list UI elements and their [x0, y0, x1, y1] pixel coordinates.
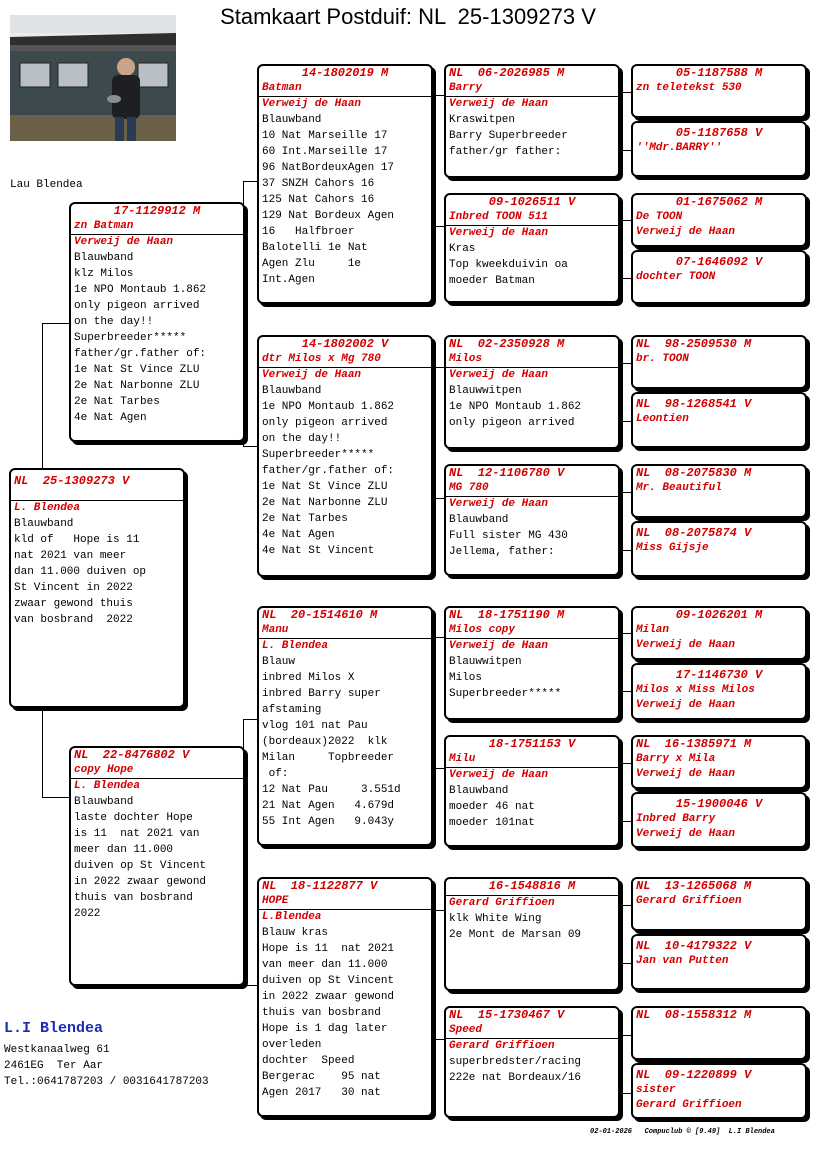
- pigeon-name: Inbred TOON 511: [449, 211, 549, 223]
- ring-number: NL 22-8476802 V: [74, 748, 190, 762]
- info-line: Superbreeder*****: [262, 449, 375, 461]
- info-line: 125 Nat Cahors 16: [262, 194, 375, 206]
- ring-number: 05-1187658 V: [675, 126, 763, 140]
- info-line: dochter TOON: [636, 271, 716, 283]
- info-line: Blauw: [262, 656, 296, 668]
- info-line: sister: [636, 1084, 676, 1096]
- info-line: 12 Nat Pau 3.551d: [262, 784, 401, 796]
- info-line: 16 Halfbroer: [262, 226, 355, 238]
- info-line: Hope is 1 dag later: [262, 1023, 388, 1035]
- pigeon-card-g9: [631, 606, 807, 660]
- ring-number: 09-1026201 M: [675, 608, 763, 622]
- ring-number: 18-1751153 V: [488, 737, 576, 751]
- pigeon-name: Milos copy: [449, 624, 516, 636]
- info-line: 37 SNZH Cahors 16: [262, 178, 375, 190]
- info-line: overleden: [262, 1039, 322, 1051]
- info-line: moeder Batman: [449, 275, 535, 287]
- info-line: Mr. Beautiful: [636, 482, 722, 494]
- info-line: Top kweekduivin oa: [449, 259, 568, 271]
- breeder: Verweij de Haan: [74, 236, 174, 248]
- info-line: thuis van bosbrand: [262, 1007, 381, 1019]
- ring-number: NL 08-2075874 V: [636, 526, 752, 540]
- connector: [243, 719, 258, 986]
- footer-credit: 02-01-2026 Compuclub © [9.49] L.I Blendea: [590, 1128, 775, 1136]
- pigeon-card-g10: [631, 663, 807, 720]
- pigeon-card-ddd: [444, 1006, 620, 1118]
- pigeon-card-g5: [631, 335, 807, 389]
- pigeon-name: Manu: [262, 624, 289, 636]
- info-line: Balotelli 1e Nat: [262, 242, 368, 254]
- info-line: kld of Hope is 11: [14, 534, 140, 546]
- pigeon-card-g11: [631, 735, 807, 789]
- info-line: thuis van bosbrand: [74, 892, 193, 904]
- breeder: Verweij de Haan: [449, 369, 549, 381]
- pigeon-card-sss: [444, 64, 620, 178]
- info-line: Blauwwitpen: [449, 385, 522, 397]
- pigeon-card-dam-sire: [257, 606, 433, 846]
- pigeon-card-dsd: [444, 735, 620, 847]
- ring-number: NL 10-4179322 V: [636, 939, 752, 953]
- pigeon-name: Barry: [449, 82, 483, 94]
- ring-number: NL 98-1268541 V: [636, 397, 752, 411]
- info-line: on the day!!: [74, 316, 154, 328]
- info-line: superbredster/racing: [449, 1056, 582, 1068]
- info-line: Verweij de Haan: [636, 226, 736, 238]
- info-line: vlog 101 nat Pau: [262, 720, 368, 732]
- info-line: Blauwband: [449, 785, 509, 797]
- pigeon-card-g3: [631, 193, 807, 247]
- info-line: father/gr father:: [449, 146, 562, 158]
- info-line: dan 11.000 duiven op: [14, 566, 147, 578]
- info-line: Miss Gijsje: [636, 542, 709, 554]
- ring-number: NL 18-1751190 M: [449, 608, 565, 622]
- info-line: 2022: [74, 908, 101, 920]
- pigeon-card-sire: [69, 202, 245, 442]
- pigeon-card-g6: [631, 392, 807, 448]
- breeder: L.Blendea: [262, 911, 322, 923]
- info-line: 1e Nat St Vince ZLU: [74, 364, 200, 376]
- info-line: Milan: [636, 624, 670, 636]
- pigeon-card-g15: [631, 1006, 807, 1060]
- info-line: Verweij de Haan: [636, 828, 736, 840]
- info-line: Hope is 11 nat 2021: [262, 943, 395, 955]
- pigeon-name: Milos: [449, 353, 483, 365]
- breeder: L. Blendea: [14, 502, 81, 514]
- info-line: moeder 46 nat: [449, 801, 535, 813]
- ring-number: 05-1187588 M: [675, 66, 763, 80]
- pigeon-card-g16: [631, 1063, 807, 1119]
- info-line: Verweij de Haan: [636, 639, 736, 651]
- pigeon-card-self: [9, 468, 185, 708]
- info-line: laste dochter Hope: [74, 812, 193, 824]
- info-line: is 11 nat 2021 van: [74, 828, 200, 840]
- pigeon-name: Speed: [449, 1024, 483, 1036]
- info-line: father/gr.father of:: [74, 348, 207, 360]
- info-line: on the day!!: [262, 433, 342, 445]
- ring-number: 15-1900046 V: [675, 797, 763, 811]
- connector: [42, 323, 71, 469]
- info-line: van bosbrand 2022: [14, 614, 133, 626]
- info-line: 222e nat Bordeaux/16: [449, 1072, 582, 1084]
- info-line: 4e Nat St Vincent: [262, 545, 375, 557]
- pigeon-card-g4: [631, 250, 807, 304]
- pigeon-card-sdd: [444, 464, 620, 576]
- page-title: Stamkaart Postduif: NL 25-1309273 V: [220, 4, 596, 29]
- info-line: Jan van Putten: [636, 955, 729, 967]
- info-line: Kras: [449, 243, 476, 255]
- pigeon-card-sds: [444, 335, 620, 449]
- pigeon-name: HOPE: [262, 895, 289, 907]
- info-line: nat 2021 van meer: [14, 550, 127, 562]
- info-line: 1e NPO Montaub 1.862: [449, 401, 582, 413]
- breeder: Verweij de Haan: [262, 369, 362, 381]
- info-line: 4e Nat Agen: [74, 412, 147, 424]
- info-line: zn teletekst 530: [636, 82, 742, 94]
- pigeon-card-dam-dam: [257, 877, 433, 1117]
- pigeon-card-sire-dam: [257, 335, 433, 577]
- address-street: Westkanaalweg 61: [4, 1044, 110, 1056]
- info-line: zwaar gewond thuis: [14, 598, 133, 610]
- info-line: Agen Zlu 1e: [262, 258, 362, 270]
- info-line: afstaming: [262, 704, 322, 716]
- info-line: in 2022 zwaar gewond: [74, 876, 207, 888]
- info-line: Verweij de Haan: [636, 768, 736, 780]
- info-line: Blauwband: [262, 114, 322, 126]
- info-line: in 2022 zwaar gewond: [262, 991, 395, 1003]
- info-line: 2e Mont de Marsan 09: [449, 929, 582, 941]
- ring-number: 14-1802019 M: [301, 66, 389, 80]
- info-line: meer dan 11.000: [74, 844, 174, 856]
- info-line: Barry Superbreeder: [449, 130, 568, 142]
- info-line: klk White Wing: [449, 913, 542, 925]
- info-line: br. TOON: [636, 353, 689, 365]
- pigeon-card-g14: [631, 934, 807, 990]
- address-phone: Tel.:0641787203 / 0031641787203: [4, 1076, 209, 1088]
- breeder: Verweij de Haan: [449, 498, 549, 510]
- pigeon-card-g12: [631, 792, 807, 848]
- info-line: inbred Milos X: [262, 672, 355, 684]
- ring-number: 17-1129912 M: [113, 204, 201, 218]
- owner-label: Lau Blendea: [10, 179, 83, 191]
- breeder: Verweij de Haan: [449, 98, 549, 110]
- info-line: Barry x Mila: [636, 753, 716, 765]
- info-line: 55 Int Agen 9.043y: [262, 816, 395, 828]
- pigeon-name: dtr Milos x Mg 780: [262, 353, 381, 365]
- ring-number: NL 18-1122877 V: [262, 879, 378, 893]
- info-line: Milos: [449, 672, 483, 684]
- ring-number: NL 16-1385971 M: [636, 737, 752, 751]
- ring-number: NL 08-2075830 M: [636, 466, 752, 480]
- info-line: Gerard Griffioen: [636, 895, 742, 907]
- info-line: Agen 2017 30 nat: [262, 1087, 381, 1099]
- info-line: Milan Topbreeder: [262, 752, 395, 764]
- pigeon-card-g13: [631, 877, 807, 931]
- pigeon-card-sire-sire: [257, 64, 433, 304]
- info-line: inbred Barry super: [262, 688, 381, 700]
- info-line: Int.Agen: [262, 274, 315, 286]
- info-line: 4e Nat Agen: [262, 529, 335, 541]
- info-line: (bordeaux)2022 klk: [262, 736, 388, 748]
- ring-number: NL 13-1265068 M: [636, 879, 752, 893]
- pigeon-name: Milu: [449, 753, 476, 765]
- breeder: Gerard Griffioen: [449, 1040, 555, 1052]
- ring-number: 16-1548816 M: [488, 879, 576, 893]
- info-line: Blauwwitpen: [449, 656, 522, 668]
- ring-number: 07-1646092 V: [675, 255, 763, 269]
- info-line: Blauwband: [449, 514, 509, 526]
- info-line: Leontien: [636, 413, 689, 425]
- ring-number: 01-1675062 M: [675, 195, 763, 209]
- ring-number: NL 20-1514610 M: [262, 608, 378, 622]
- info-line: 60 Int.Marseille 17: [262, 146, 388, 158]
- breeder: Verweij de Haan: [449, 640, 549, 652]
- info-line: moeder 101nat: [449, 817, 535, 829]
- ring-number: NL 15-1730467 V: [449, 1008, 565, 1022]
- info-line: only pigeon arrived: [449, 417, 575, 429]
- info-line: 2e Nat Tarbes: [262, 513, 348, 525]
- address-city: 2461EG Ter Aar: [4, 1060, 104, 1072]
- ring-number: NL 08-1558312 M: [636, 1008, 752, 1022]
- info-line: 1e Nat St Vince ZLU: [262, 481, 388, 493]
- info-line: 2e Nat Narbonne ZLU: [262, 497, 388, 509]
- info-line: Superbreeder*****: [74, 332, 187, 344]
- info-line: 21 Nat Agen 4.679d: [262, 800, 395, 812]
- owner-photo: [10, 15, 176, 141]
- breeder: Verweij de Haan: [449, 769, 549, 781]
- info-line: of:: [262, 768, 289, 780]
- info-line: 96 NatBordeuxAgen 17: [262, 162, 395, 174]
- info-line: 2e Nat Narbonne ZLU: [74, 380, 200, 392]
- info-line: Blauwband: [14, 518, 74, 530]
- pigeon-name: copy Hope: [74, 764, 134, 776]
- info-line: Jellema, father:: [449, 546, 555, 558]
- breeder: Verweij de Haan: [262, 98, 362, 110]
- info-line: ''Mdr.BARRY'': [636, 142, 722, 154]
- info-line: 2e Nat Tarbes: [74, 396, 160, 408]
- ring-number: NL 12-1106780 V: [449, 466, 565, 480]
- info-line: Verweij de Haan: [636, 699, 736, 711]
- pigeon-name: MG 780: [449, 482, 489, 494]
- pigeon-card-g2: [631, 121, 807, 177]
- pigeon-card-dds: [444, 877, 620, 991]
- info-line: Full sister MG 430: [449, 530, 568, 542]
- pigeon-name: Batman: [262, 82, 302, 94]
- info-line: father/gr.father of:: [262, 465, 395, 477]
- ring-number: 17-1146730 V: [675, 668, 763, 682]
- info-line: Blauwband: [74, 252, 134, 264]
- ring-number: NL 98-2509530 M: [636, 337, 752, 351]
- info-line: 129 Nat Bordeux Agen: [262, 210, 395, 222]
- info-line: van meer dan 11.000: [262, 959, 388, 971]
- info-line: dochter Speed: [262, 1055, 355, 1067]
- info-line: only pigeon arrived: [262, 417, 388, 429]
- ring-number: 09-1026511 V: [488, 195, 576, 209]
- ring-number: 14-1802002 V: [301, 337, 389, 351]
- info-line: duiven op St Vincent: [74, 860, 207, 872]
- info-line: 1e NPO Montaub 1.862: [74, 284, 207, 296]
- pigeon-card-dam: [69, 746, 245, 986]
- info-line: Inbred Barry: [636, 813, 716, 825]
- info-line: Blauwband: [262, 385, 322, 397]
- pigeon-card-g8: [631, 521, 807, 577]
- info-line: Bergerac 95 nat: [262, 1071, 381, 1083]
- ring-number: NL 25-1309273 V: [14, 474, 130, 488]
- info-line: klz Milos: [74, 268, 134, 280]
- info-line: Milos x Miss Milos: [636, 684, 755, 696]
- pigeon-card-g1: [631, 64, 807, 118]
- info-line: 1e NPO Montaub 1.862: [262, 401, 395, 413]
- breeder: L. Blendea: [74, 780, 141, 792]
- info-line: Blauw kras: [262, 927, 329, 939]
- pigeon-name: zn Batman: [74, 220, 134, 232]
- ring-number: NL 09-1220899 V: [636, 1068, 752, 1082]
- breeder: L. Blendea: [262, 640, 329, 652]
- ring-number: NL 02-2350928 M: [449, 337, 565, 351]
- info-line: only pigeon arrived: [74, 300, 200, 312]
- info-line: Blauwband: [74, 796, 134, 808]
- info-line: Gerard Griffioen: [636, 1099, 742, 1111]
- info-line: Superbreeder*****: [449, 688, 562, 700]
- breeder: Verweij de Haan: [449, 227, 549, 239]
- ring-number: NL 06-2026985 M: [449, 66, 565, 80]
- breeder: Gerard Griffioen: [449, 897, 555, 909]
- info-line: De TOON: [636, 211, 683, 223]
- pigeon-card-ssd: [444, 193, 620, 303]
- connector: [243, 181, 258, 447]
- info-line: St Vincent in 2022: [14, 582, 133, 594]
- info-line: Kraswitpen: [449, 114, 516, 126]
- info-line: duiven op St Vincent: [262, 975, 395, 987]
- pigeon-card-g7: [631, 464, 807, 518]
- connector: [42, 707, 71, 798]
- info-line: 10 Nat Marseille 17: [262, 130, 388, 142]
- pigeon-card-dss: [444, 606, 620, 720]
- owner-brand: L.I Blendea: [4, 1020, 104, 1037]
